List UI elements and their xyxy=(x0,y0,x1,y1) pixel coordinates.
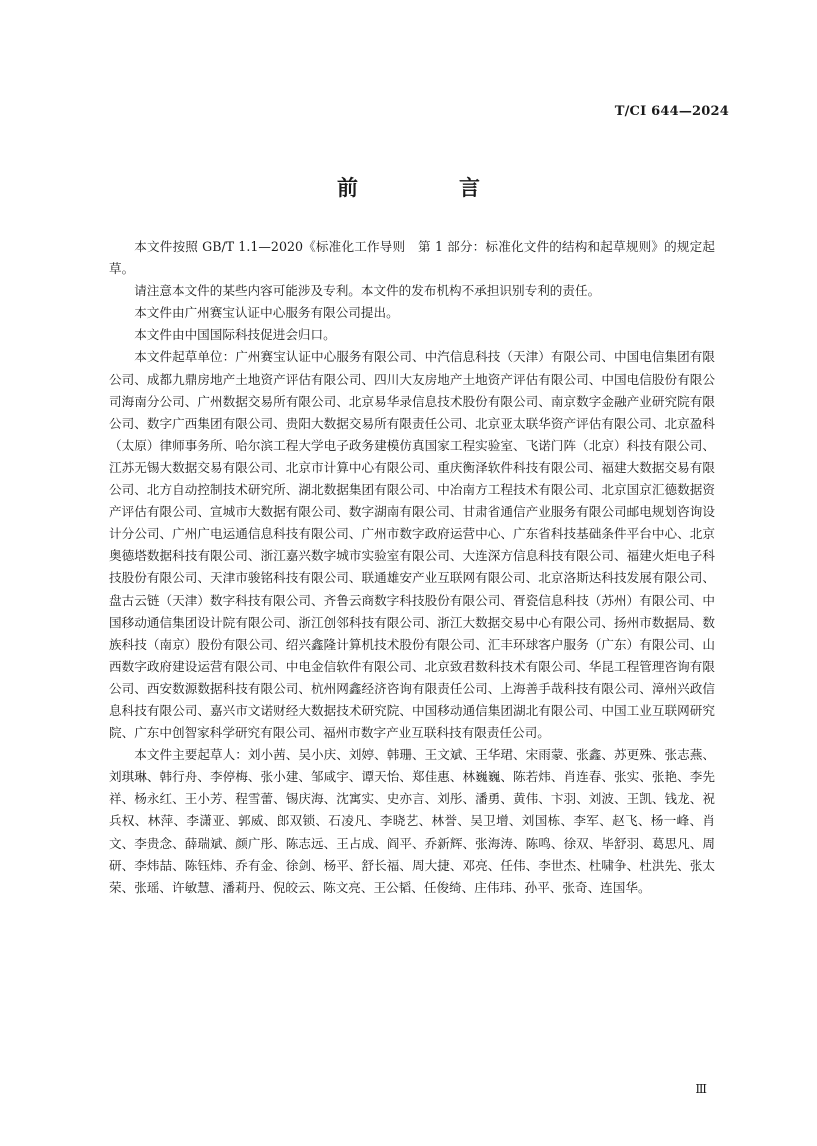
paragraph-drafting-rules: 本文件按照 GB/T 1.1—2020《标准化工作导则 第 1 部分：标准化文件的结构和起草规则》的规定起草。 xyxy=(109,239,715,277)
paragraph-drafting-units: 本文件起草单位：广州赛宝认证中心服务有限公司、中汽信息科技（天津）有限公司、中国电信集团有限公司、成都九鼎房地产土地资产评估有限公司、四川大友房地产土地资产评估有限公司、中国电信股份有限公司海南分公司、广州数据交易所有限公司、北京易华录信息技术股份有限公司、南京数字金融产业研究院有限公司、数字广西集团有限公司、贵阳大数据交易所有限责任公司、北京亚太联华资产评估有限公司、北京盈科（太原）律师事务所、哈尔滨工程大学电子政务建模仿真国家工程实验室、飞诺门阵（北京）科技有限公司、江苏无锡大数据交易有限公司、北京市计算中心有限公司、重庆衡泽软件科技有限公司、福建大数据交易有限公司、北方自动控制技术研究所、湖北数据集团有限公司、中冶南方工程技术有限公司、北京国京汇德数据资产评估有限公司、宣城市大数据有限公司、数字湖南有限公司、甘肃省通信产业服务有限公司邮电规划咨询设计分公司、广州广电运通信息科技有限公司、广州市数字政府运营中心、广东省科技基础条件平台中心、北京奥德塔数据科技有限公司、浙江嘉兴数字城市实验室有限公司、大连深方信息科技有限公司、福建火炬电子科技股份有限公司、天津市骏铭科技有限公司、联通雄安产业互联网有限公司、北京洛斯达科技发展有限公司、盘古云链（天津）数字科技有限公司、齐鲁云商数字科技股份有限公司、胥瓷信息科技（苏州）有限公司、中国移动通信集团设计院有限公司、浙江创邻科技有限公司、浙江大数据交易中心有限公司、扬州市数据局、数族科技（南京）股份有限公司、绍兴鑫隆计算机技术股份有限公司、汇丰环球客户服务（广东）有限公司、山西数字政府建设运营有限公司、中电金信软件有限公司、北京致君数科技术有限公司、华昆工程管理咨询有限公司、西安数源数据科技有限公司、杭州网鑫经济咨询有限责任公司、上海善手哉科技有限公司、漳州兴政信息科技有限公司、嘉兴市文诺财经大数据技术研究院、中国移动通信集团湖北有限公司、中国工业互联网研究院、广东中创智家科学研究有限公司、福州市数字产业互联科技有限责任公司。 xyxy=(109,349,715,741)
page-number: Ⅲ xyxy=(695,1082,707,1096)
foreword-body xyxy=(109,236,715,899)
paragraph-drafters: 本文件主要起草人：刘小茜、吴小庆、刘婷、韩珊、王文斌、王华珺、宋雨蒙、张鑫、苏更殊、张志燕、刘琪琳、韩行舟、李停梅、张小建、邹咸宇、谭天怡、郑佳惠、林巍巍、陈若炜、肖连春、张实、张艳、李先祥、杨永红、王小芳、程雪蕾、锡庆海、沈寓实、史亦言、刘彤、潘勇、黄伟、卞羽、刘波、王凯、钱龙、祝兵权、林萍、李潇亚、郭威、郎双锁、石凌凡、李晓艺、林誉、吴卫增、刘国栋、李军、赵飞、杨一峰、肖文、李贵念、薛瑞斌、颜广彤、陈志远、王占成、阎平、乔新辉、张海涛、陈鸣、徐双、毕舒羽、葛思凡、周研、李炜喆、陈钰炜、乔有金、徐剑、杨平、舒长福、周大捷、邓亮、任伟、李世杰、杜啸争、杜洪先、张太荣、张瑶、许敏慧、潘莉丹、倪皎云、陈文亮、王公韬、任俊绮、庄伟玮、孙平、张奇、连国华。 xyxy=(109,747,715,895)
page-title: 前 言 xyxy=(337,175,520,200)
paragraph-centralized-by: 本文件由中国国际科技促进会归口。 xyxy=(134,327,336,343)
standard-number: T/CI 644—2024 xyxy=(614,104,729,119)
paragraph-proposer: 本文件由广州赛宝认证中心服务有限公司提出。 xyxy=(134,305,399,321)
paragraph-patent-notice: 请注意本文件的某些内容可能涉及专利。本文件的发布机构不承担识别专利的责任。 xyxy=(134,283,601,299)
